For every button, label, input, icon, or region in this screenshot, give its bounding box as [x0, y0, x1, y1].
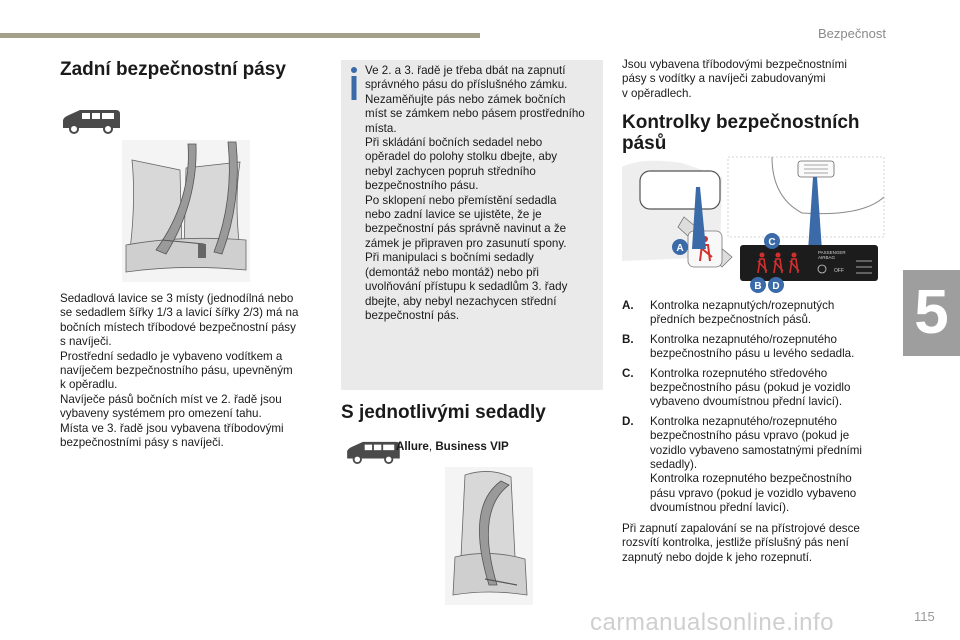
panel-airbag-label: PASSENGER [818, 250, 846, 255]
legend-item [622, 333, 884, 362]
legend-letter: A. [622, 299, 634, 312]
title-rear-seatbelts: Zadní bezpečnostní pásy [60, 59, 286, 80]
page-number: 115 [914, 609, 935, 624]
individual-seat-seatbelt-illustration [445, 467, 533, 605]
info-text: Ve 2. a 3. řadě je třeba dbát na zapnutí správného pásu do příslušného zámku. Nezaměňujte pás nebo zámek bočních míst se zámkem nebo pásem prostředního místa. Při skládání bočních sedadel nebo opěradel do polohy stolku dbejte, aby nebyl zachycen popruh středního bezpečnostního pásu. Po sklopení nebo přemístění sedadla nebo zadní lavice se ujistěte, že je bezpečnostní pás správně navinut a že zámek je připraven pro zasunutí spony. Při manipulaci s bočními sedadly (demontáž nebo montáž) nebo při uvolňování přístupu k sedadlům 3. řady dbejte, aby nebyl nezachycen střední bezpečnostní pás. [365, 64, 585, 322]
svg-text:A: A [676, 243, 684, 254]
legend-text: Kontrolka nezapnutého/rozepnutého bezpečnostního pásu vpravo (pokud je vozidlo vybaveno samostatnými předními sedadly). Kontrolka rozepnutého bezpečnostního pásu vpravo (pokud je vozidlo vybaveno dvoumístnou přední lavicí). [650, 414, 863, 515]
seatbelt-warning-lights-illustration [622, 157, 884, 292]
legend-item [622, 299, 884, 328]
legend-letter: B. [622, 332, 634, 346]
legend-item [622, 415, 884, 516]
watermark: carmanualsonline.info [590, 609, 834, 636]
svg-text:B: B [754, 281, 762, 292]
variant-separator: , [428, 440, 436, 453]
section-label: Bezpečnost [818, 26, 886, 41]
left-body-text: Sedadlová lavice se 3 místy (jednodílná nebo se sedadlem šířky 1/3 a lavicí šířky 2/3) má na bočních místech tříbodové bezpečnostní pásy s navíječi. Prostřední sedadlo je vybaveno vodítkem a navíječem bezpečnostního pásu, upevněným k opěradlu. Navíječe pásů bočních míst ve 2. řadě jsou vybaveny systémem pro omezení tahu. Místa ve 3. řadě jsou vybavena tříbodovými bezpečnostními pásy s navíječi. [60, 292, 299, 450]
panel-airbag-label-2: AIRBAG [818, 255, 836, 260]
title-seatbelt-warning-lights: Kontrolky bezpečnostních pásů [622, 112, 860, 154]
warning-lights-legend [622, 299, 884, 521]
rear-bench-seatbelt-illustration [122, 140, 250, 282]
variant-allure: Allure [396, 440, 429, 453]
info-box [341, 60, 603, 390]
van-icon-individual [344, 440, 402, 464]
variant-business-vip: Business VIP [435, 440, 509, 453]
chapter-number: 5 [914, 278, 949, 347]
title-individual-seats: S jednotlivými sedadly [341, 402, 546, 423]
chapter-tab [903, 270, 960, 356]
legend-letter: D. [622, 414, 634, 428]
callout-b [750, 277, 766, 293]
legend-text: Kontrolka nezapnutého/rozepnutého bezpečnostního pásu u levého sedadla. [650, 332, 855, 361]
legend-letter: C. [622, 366, 634, 380]
callout-d [768, 277, 784, 293]
legend-text: Kontrolka rozepnutého středového bezpečnostního pásu (pokud je vozidlo vybaveno dvoumístnou přední lavicí). [650, 366, 851, 409]
header-bar [0, 33, 480, 38]
right-outro-text: Při zapnutí zapalování se na přístrojové desce rozsvítí kontrolka, jestliže příslušný pás není zapnutý nebo dojde k jeho rozepnutí. [622, 522, 860, 564]
callout-c [764, 233, 780, 249]
svg-text:C: C [768, 237, 776, 248]
variant-label [396, 440, 509, 453]
legend-item [622, 367, 884, 410]
legend-text: Kontrolka nezapnutých/rozepnutých předních bezpečnostních pásů. [650, 299, 835, 327]
right-intro-text: Jsou vybavena tříbodovými bezpečnostními pásy s vodítky a navíječi zabudovanými v opěradlech. [622, 58, 847, 100]
svg-text:D: D [772, 281, 780, 292]
panel-off-label: OFF [834, 268, 844, 274]
van-icon [60, 108, 122, 134]
callout-a [672, 239, 688, 255]
info-icon [349, 66, 363, 100]
